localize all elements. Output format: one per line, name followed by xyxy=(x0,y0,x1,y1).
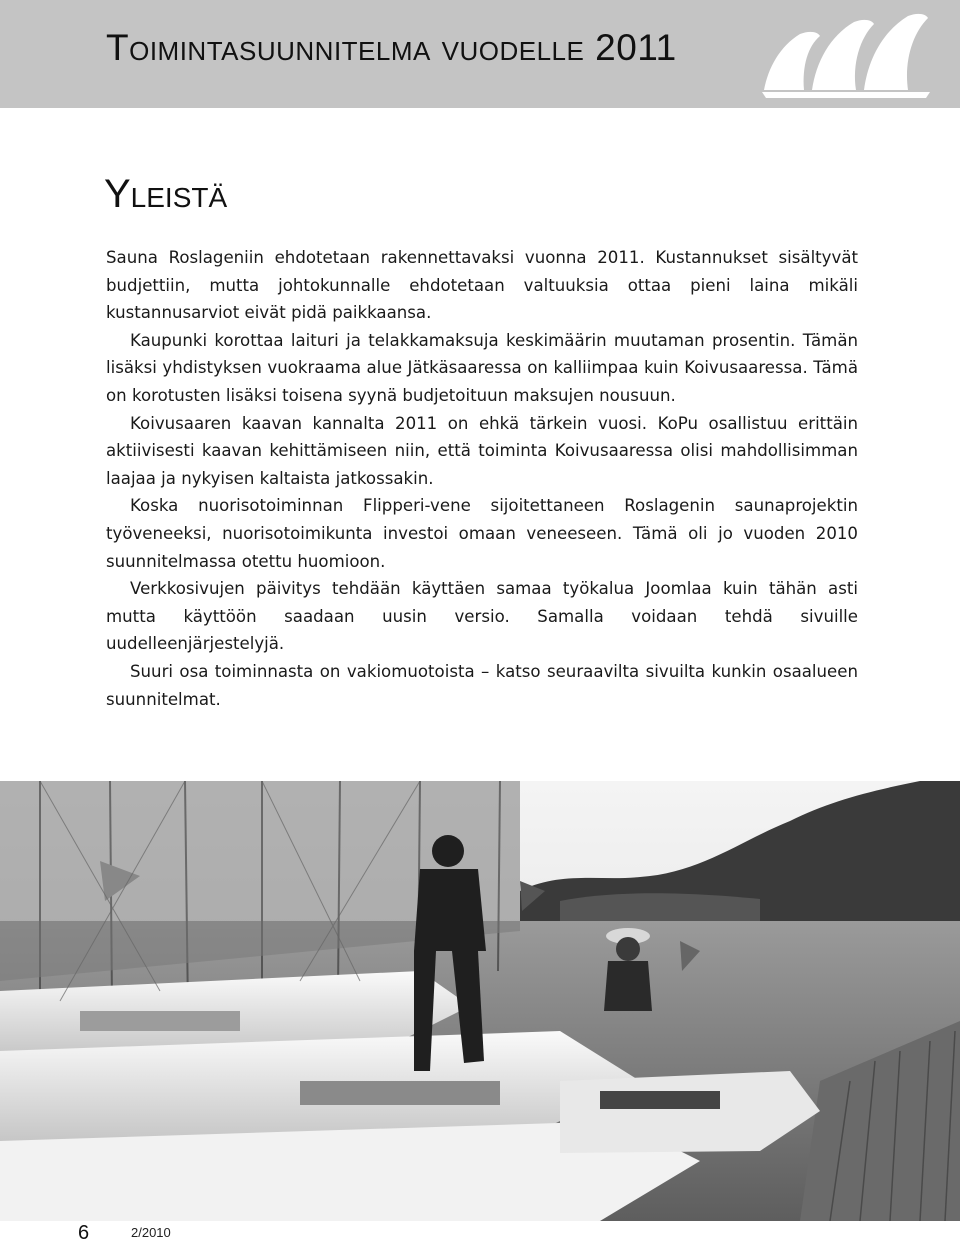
issue-label: 2/2010 xyxy=(131,1225,171,1240)
paragraph: Koivusaaren kaavan kannalta 2011 on ehkä tärkein vuosi. KoPu osallistuu erittäin aktiivisesti kaavan kehittämiseen niin, että toiminta Koivusaaressa olisi mahdollisimman laajaa ja nykyisen kaltaista jatkossakin. xyxy=(106,413,858,488)
paragraph: Koska nuorisotoiminnan Flipperi-vene sijoitettaneen Roslagenin saunaprojektin työveneeksi, nuorisotoimikunta investoi omaan veneeseen. Tämä oli jo vuoden 2010 suunnitelmassa otettu huomioon. xyxy=(106,496,858,571)
sails-logo-icon xyxy=(758,6,938,104)
section-title: Yleistä xyxy=(104,172,228,216)
paragraph: Kaupunki korottaa laituri ja telakkamaksuja keskimäärin muutaman prosentin. Tämän lisäksi yhdistyksen vuokraama alue Jätkäsaaressa on kalliimpaa kuin Koivusaaressa. Tämä on korotusten lisäksi toisena syynä budjetoituun maksujen nousuun. xyxy=(106,330,858,405)
paragraph: Sauna Roslageniin ehdotetaan rakennettavaksi vuonna 2011. Kustannukset sisältyvät budjettiin, mutta johtokunnalle ehdotetaan valtuuksia ottaa pieni laina mikäli kustannusarviot eivät pidä paikkaansa. xyxy=(106,248,858,323)
paragraph: Suuri osa toiminnasta on vakiomuotoista – katso seuraavilta sivuilta kunkin osaalueen suunnitelmat. xyxy=(106,661,858,709)
header-band xyxy=(0,0,960,108)
page-number: 6 xyxy=(78,1222,90,1244)
marina-photo xyxy=(0,781,960,1221)
paragraph: Verkkosivujen päivitys tehdään käyttäen samaa työkalua Joomlaa kuin tähän asti mutta käyttöön saadaan uusin versio. Samalla voidaan tehdä sivuille uudelleenjärjestelyjä. xyxy=(106,579,858,654)
body-text xyxy=(106,244,858,713)
page-header-title: Toimintasuunnitelma vuodelle 2011 xyxy=(106,27,677,68)
